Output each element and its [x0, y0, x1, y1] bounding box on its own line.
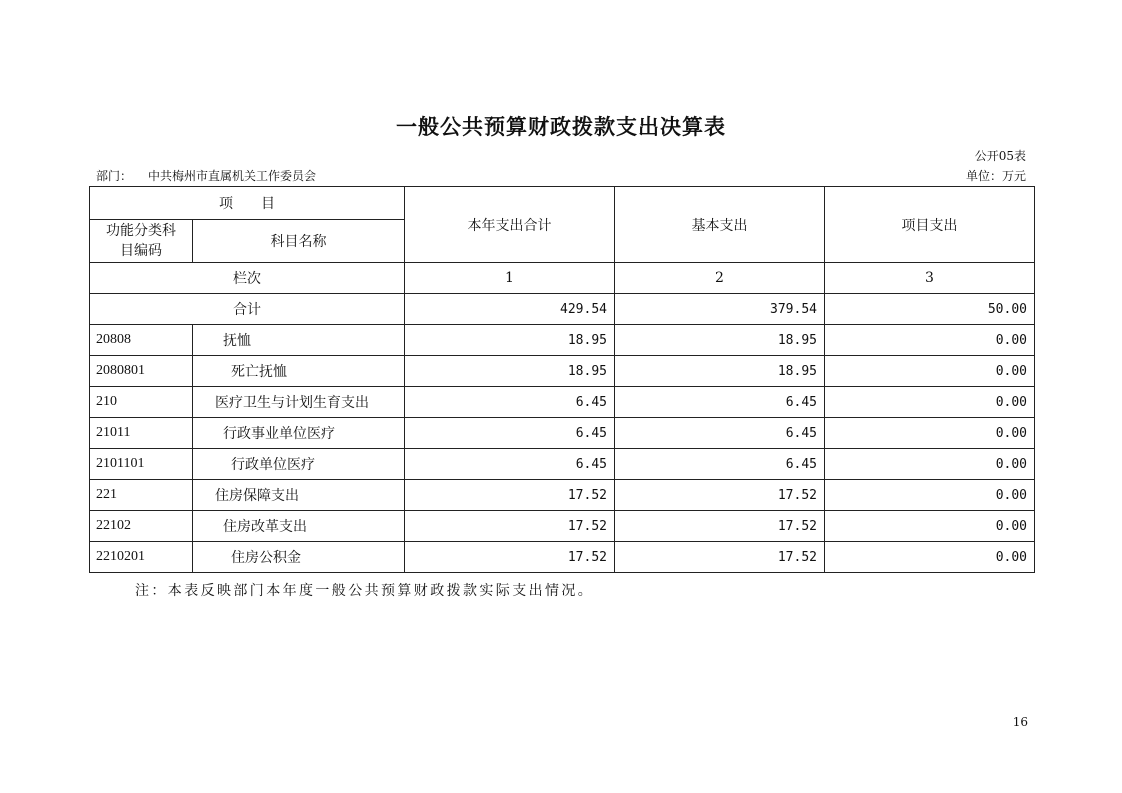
row-index-2: 2 [615, 263, 825, 294]
row-code: 210 [90, 387, 193, 418]
row-total: 17.52 [405, 480, 615, 511]
page-title: 一般公共预算财政拨款支出决算表 [396, 114, 726, 139]
row-basic: 17.52 [615, 480, 825, 511]
row-code: 22102 [90, 511, 193, 542]
row-total: 18.95 [405, 325, 615, 356]
table-row [90, 356, 1035, 387]
row-project: 0.00 [825, 325, 1035, 356]
header-row-top [90, 187, 1035, 220]
row-basic: 6.45 [615, 449, 825, 480]
row-subject-name: 住房改革支出 [193, 511, 405, 542]
table-row [90, 387, 1035, 418]
row-index-label: 栏次 [90, 263, 405, 294]
total-row [90, 294, 1035, 325]
total-project: 50.00 [825, 294, 1035, 325]
header-subject-name: 科目名称 [193, 220, 405, 263]
row-index [90, 263, 1035, 294]
row-code: 2210201 [90, 542, 193, 573]
row-basic: 6.45 [615, 418, 825, 449]
row-code: 221 [90, 480, 193, 511]
row-total: 17.52 [405, 542, 615, 573]
row-project: 0.00 [825, 449, 1035, 480]
row-index-3: 3 [825, 263, 1035, 294]
row-subject-name: 住房公积金 [193, 542, 405, 573]
table-row [90, 449, 1035, 480]
row-code: 21011 [90, 418, 193, 449]
row-subject-name: 行政事业单位医疗 [193, 418, 405, 449]
table-row [90, 418, 1035, 449]
row-total: 6.45 [405, 387, 615, 418]
row-subject-name: 行政单位医疗 [193, 449, 405, 480]
row-project: 0.00 [825, 542, 1035, 573]
expenditure-table [89, 186, 1035, 573]
row-project: 0.00 [825, 387, 1035, 418]
header-item: 项 目 [90, 187, 405, 220]
header-col-project: 项目支出 [825, 187, 1035, 263]
row-total: 18.95 [405, 356, 615, 387]
row-project: 0.00 [825, 480, 1035, 511]
department-name: 中共梅州市直属机关工作委员会 [148, 169, 317, 183]
row-project: 0.00 [825, 418, 1035, 449]
table-row [90, 511, 1035, 542]
row-code: 2080801 [90, 356, 193, 387]
row-basic: 18.95 [615, 356, 825, 387]
row-total: 17.52 [405, 511, 615, 542]
row-basic: 17.52 [615, 511, 825, 542]
row-project: 0.00 [825, 356, 1035, 387]
table-row [90, 480, 1035, 511]
header-func-code: 功能分类科目编码 [90, 220, 193, 263]
row-basic: 17.52 [615, 542, 825, 573]
table-row [90, 325, 1035, 356]
row-subject-name: 死亡抚恤 [193, 356, 405, 387]
total-sum: 429.54 [405, 294, 615, 325]
row-basic: 6.45 [615, 387, 825, 418]
total-label: 合计 [90, 294, 405, 325]
row-code: 20808 [90, 325, 193, 356]
row-basic: 18.95 [615, 325, 825, 356]
row-code: 2101101 [90, 449, 193, 480]
unit-label: 单位：万元 [965, 169, 1026, 183]
department [96, 167, 316, 184]
row-index-1: 1 [405, 263, 615, 294]
row-subject-name: 医疗卫生与计划生育支出 [193, 387, 405, 418]
table-note: 注：本表反映部门本年度一般公共预算财政拨款实际支出情况。 [135, 583, 595, 599]
row-project: 0.00 [825, 511, 1035, 542]
department-label: 部门： [96, 169, 133, 183]
header-col-total: 本年支出合计 [405, 187, 615, 263]
row-total: 6.45 [405, 449, 615, 480]
header-col-basic: 基本支出 [615, 187, 825, 263]
table-row [90, 542, 1035, 573]
row-subject-name: 抚恤 [193, 325, 405, 356]
form-number: 公开05表 [974, 149, 1026, 163]
row-total: 6.45 [405, 418, 615, 449]
row-subject-name: 住房保障支出 [193, 480, 405, 511]
page-number: 16 [1012, 715, 1028, 729]
total-basic: 379.54 [615, 294, 825, 325]
